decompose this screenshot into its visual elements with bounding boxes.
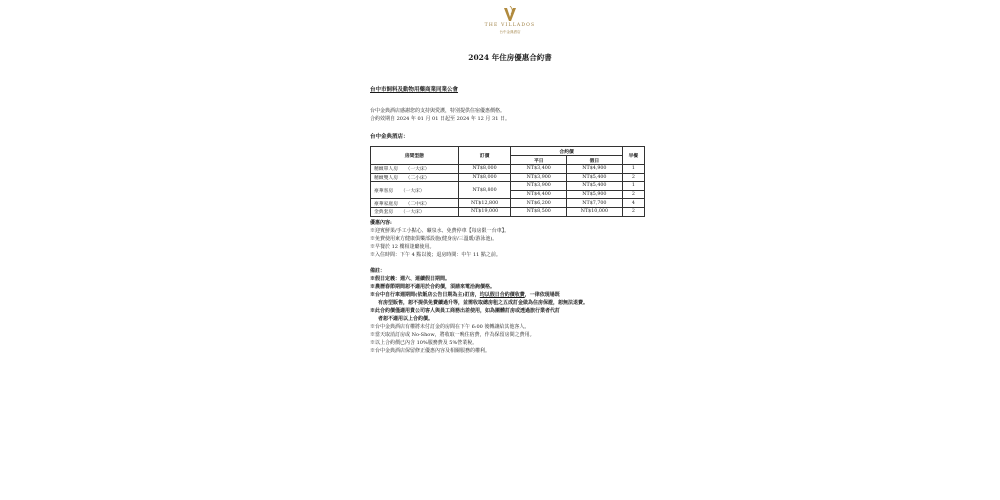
note-tail: ，一律依現場既 [524,291,560,298]
intro-line: 合約效期自 2024 年 01 月 01 日起至 2024 年 12 月 31 日。 [370,116,510,122]
note-item [370,331,650,339]
note-item [370,339,650,347]
notes-list [370,275,650,355]
table-row [371,199,645,208]
bed-type: （一大床） [399,188,425,194]
header-holiday: 假日 [567,156,623,165]
note-text: ※台中自行車週期間(依飯店公告日期為主)訂房， [370,291,480,298]
table-row [371,207,645,216]
note-text: ※台中金典酒店保留修正優惠內容及相關服務的權利。 [370,347,491,354]
note-continuation: 者恕不適用以上合約價。 [378,315,434,322]
note-text: ※此合約價僅適用貴公司客人與員工商務出差使用，如為團體訂房或透過旅行業者代訂 [370,307,561,314]
breakfast-cell: 2 [622,190,644,199]
holiday-price-cell: NT$5,900 [567,190,623,199]
note-text: ※假日定義：週六、連續假日期間。 [370,275,451,282]
header-list-price: 訂價 [458,147,511,165]
note-item [370,291,650,299]
table-row [371,165,645,174]
note-continuation: 有房型販售，恕不提供免費續過升等，並需收取總房租之五成訂金做為住房保證，恕無法退費。 [378,299,589,306]
header-room-type: 房間型態 [371,147,459,165]
holiday-price-cell: NT$10,000 [567,207,623,216]
list-price-cell: NT$8,800 [458,182,511,199]
hotel-label: 台中金典酒店： [370,134,409,140]
list-price-cell: NT$19,000 [458,207,511,216]
room-name: 金典套房 [374,210,394,216]
room-type-cell [371,182,459,199]
room-name: 豪華客房 [374,188,394,194]
notes-heading: 備註： [370,267,386,274]
list-price-cell: NT$8,000 [458,173,511,182]
room-name: 精緻雙人房 [374,175,398,181]
rate-table [370,146,645,217]
header-weekday: 平日 [511,156,567,165]
weekday-price-cell: NT$3,900 [511,182,567,191]
benefits-list [370,227,650,259]
benefits-heading: 優惠內容: [370,219,392,226]
logo-name: THE VILLADOS [484,23,536,28]
note-text: ※台中金典酒店有權將未付訂金的房間在下午 6:00 後轉讓給其他客人。 [370,323,530,330]
table-row [371,182,645,191]
table-row [371,173,645,182]
note-item [370,347,650,355]
list-price-cell: NT$12,800 [458,199,511,208]
note-item [370,307,650,315]
weekday-price-cell: NT$4,400 [511,190,567,199]
weekday-price-cell: NT$3,400 [511,165,567,174]
weekday-price-cell: NT$8,500 [511,207,567,216]
bed-type: （一大床） [399,210,425,216]
hotel-logo [370,6,650,40]
holiday-price-cell: NT$5,400 [567,173,623,182]
note-text: ※農曆春節期間恕不適用於合約價，須請來電洽詢價格。 [370,283,496,290]
bed-type: （二中床） [404,201,430,207]
rate-table-body [371,165,645,217]
bed-type: （一大床） [404,167,430,173]
logo-emblem-icon [500,6,520,24]
breakfast-cell: 1 [622,165,644,174]
benefit-item: ※入住時間：下午 4 點以後；退房時間：中午 11 點之前。 [370,251,501,258]
note-text: ※以上合約價已內含 10%服務費及 5%營業稅。 [370,339,478,346]
weekday-price-cell: NT$3,900 [511,173,567,182]
note-item [370,283,650,291]
list-price-cell: NT$8,000 [458,165,511,174]
benefit-item: ※早餐於 12 樓相逢廳使用。 [370,243,435,250]
note-text: ※當天取消訂房或 No-Show，將收取一晚住宿費，作為保留房間之費用。 [370,331,535,338]
note-item [370,323,650,331]
breakfast-cell: 2 [622,207,644,216]
bed-type: （二小床） [404,175,430,181]
contract-document [370,6,650,355]
room-name: 精緻單人房 [374,167,398,173]
room-type-cell [371,173,459,182]
holiday-price-cell: NT$5,400 [567,182,623,191]
note-underlined: 均以假日合約價收費 [479,291,525,298]
breakfast-cell: 2 [622,173,644,182]
breakfast-cell: 1 [622,182,644,191]
header-contract-price: 合約價 [511,147,622,156]
room-type-cell [371,199,459,208]
intro-line: 台中金典酒店感謝您的支持與愛護，特別提供住宿優惠價格。 [370,108,506,114]
header-breakfast: 早餐 [622,147,644,165]
benefit-item: ※迎賓鮮果/手工小點心、礦泉水、免費停車【每房限一台車】。 [370,227,510,234]
room-name: 豪華家庭房 [374,201,398,207]
note-item [370,275,650,283]
breakfast-cell: 4 [622,199,644,208]
intro-paragraph [370,107,650,123]
room-type-cell [371,165,459,174]
room-type-cell [371,207,459,216]
logo-subtitle: 台中金典酒店 [499,30,521,34]
association-name: 台中市飼料及動物用藥商業同業公會 [370,87,459,93]
holiday-price-cell: NT$7,700 [567,199,623,208]
benefit-item: ※免費使用東方健康俱樂部設施(健身房/三溫暖/游泳池)。 [370,235,498,242]
document-title: 2024 年住房優惠合約書 [468,53,552,62]
holiday-price-cell: NT$4,900 [567,165,623,174]
weekday-price-cell: NT$6,200 [511,199,567,208]
